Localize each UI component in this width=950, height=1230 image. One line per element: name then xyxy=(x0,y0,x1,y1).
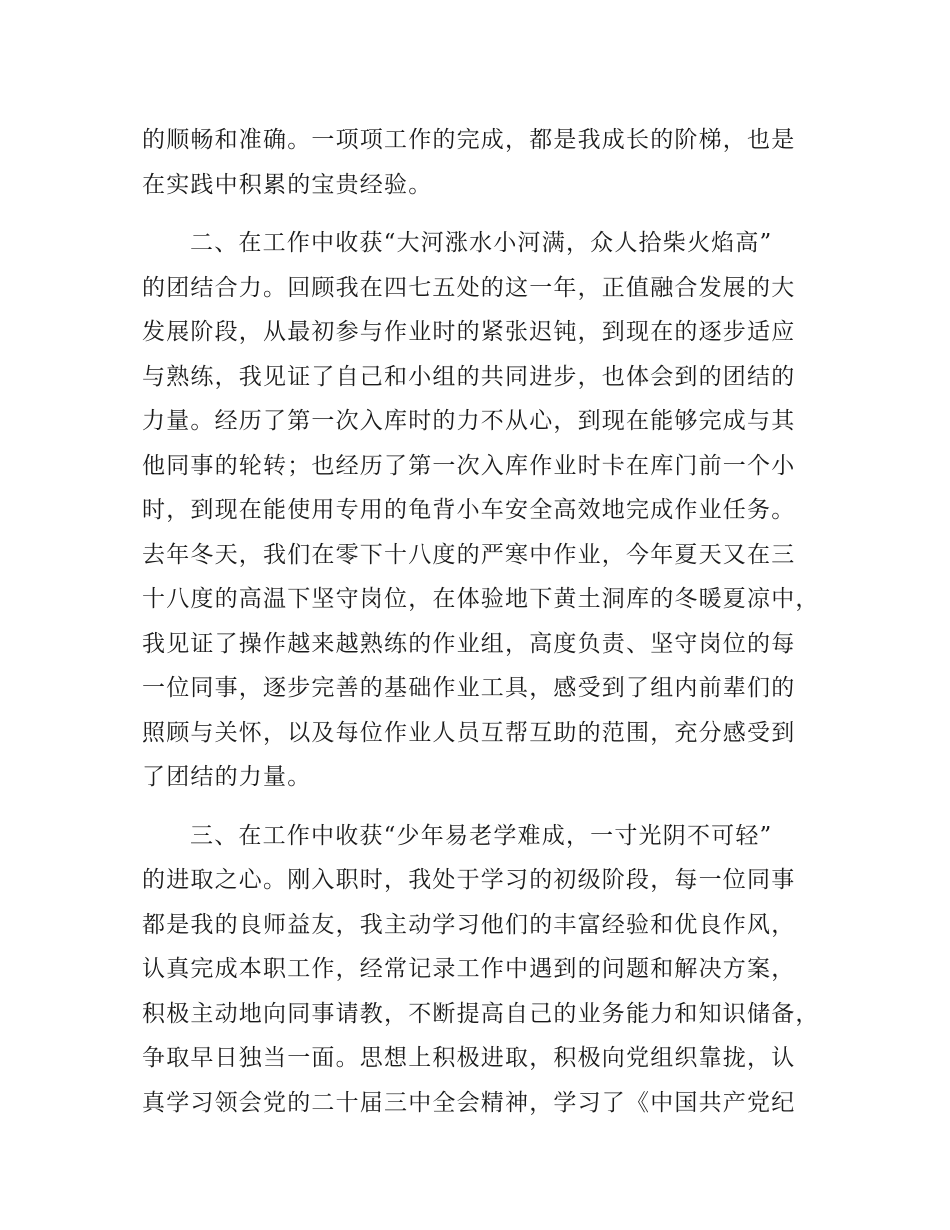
text-line: 积极主动地向同事请教，不断提高自己的业务能力和知识储备， xyxy=(142,1000,820,1027)
text-line: 都是我的良师益友，我主动学习他们的丰富经验和优良作风， xyxy=(142,911,796,938)
text-line: 一位同事，逐步完善的基础作业工具，感受到了组内前辈们的 xyxy=(142,675,796,701)
text-line: 二、在工作中收获“大河涨水小河满，众人拾柴火焰高” xyxy=(190,230,773,256)
paragraph-3 xyxy=(142,814,822,1126)
paragraph-1 xyxy=(142,118,822,207)
text-line: 在实践中积累的宝贵经验。 xyxy=(142,171,433,198)
text-line: 我见证了操作越来越熟练的作业组，高度负责、坚守岗位的每 xyxy=(142,630,796,657)
text-line: 的进取之心。刚入职时，我处于学习的初级阶段，每一位同事 xyxy=(142,867,796,893)
text-line: 了团结的力量。 xyxy=(142,764,312,790)
text-line: 去年冬天，我们在零下十八度的严寒中作业，今年夏天又在三 xyxy=(142,541,796,568)
text-line: 的团结合力。回顾我在四七五处的这一年，正值融合发展的大 xyxy=(142,274,796,301)
text-line: 发展阶段，从最初参与作业时的紧张迟钝，到现在的逐步适应 xyxy=(142,319,796,345)
paragraph-2 xyxy=(142,221,822,800)
text-line: 三、在工作中收获“少年易老学难成，一寸光阴不可轻” xyxy=(190,822,773,849)
text-line: 十八度的高温下坚守岗位，在体验地下黄土洞库的冬暖夏凉中， xyxy=(142,586,820,612)
text-line: 的顺畅和准确。一项项工作的完成，都是我成长的阶梯，也是 xyxy=(142,127,796,153)
document-body xyxy=(142,118,822,1125)
text-line: 他同事的轮转；也经历了第一次入库作业时卡在库门前一个小 xyxy=(142,452,796,479)
text-line: 争取早日独当一面。思想上积极进取，积极向党组织靠拢，认 xyxy=(142,1045,796,1071)
text-line: 力量。经历了第一次入库时的力不从心，到现在能够完成与其 xyxy=(142,408,796,434)
text-line: 时，到现在能使用专用的龟背小车安全高效地完成作业任务。 xyxy=(142,497,796,523)
text-line: 照顾与关怀，以及每位作业人员互帮互助的范围，充分感受到 xyxy=(142,719,796,746)
text-line: 与熟练，我见证了自己和小组的共同进步，也体会到的团结的 xyxy=(142,363,796,390)
text-line: 认真完成本职工作，经常记录工作中遇到的问题和解决方案， xyxy=(142,956,796,982)
text-line: 真学习领会党的二十届三中全会精神，学习了《中国共产党纪 xyxy=(142,1089,796,1116)
